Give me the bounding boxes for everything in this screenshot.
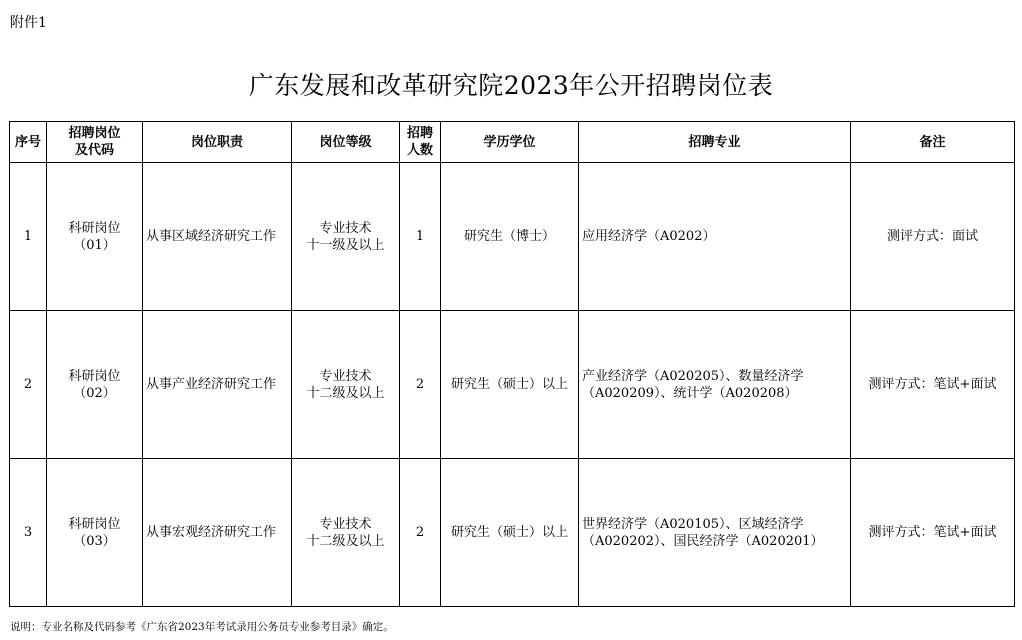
table-row	[10, 459, 1015, 607]
cell-major: 世界经济学（A020105）、区域经济学（A020202）、国民经济学（A020201）	[579, 459, 851, 607]
cell-major: 产业经济学（A020205）、数量经济学（A020209）、统计学（A020208）	[579, 311, 851, 459]
cell-remark: 测评方式：面试	[851, 163, 1015, 311]
position-name: 科研岗位	[68, 516, 121, 532]
header-index: 序号	[10, 122, 47, 163]
recruitment-table	[9, 121, 1015, 607]
cell-duty: 从事区域经济研究工作	[143, 163, 292, 311]
header-duty: 岗位职责	[143, 122, 292, 163]
position-name: 科研岗位	[68, 368, 121, 384]
header-major: 招聘专业	[579, 122, 851, 163]
level-line1: 专业技术	[319, 368, 372, 384]
header-position-line2: 及代码	[74, 143, 114, 158]
cell-position	[47, 311, 143, 459]
cell-education: 研究生（硕士）以上	[441, 459, 579, 607]
header-remark: 备注	[851, 122, 1015, 163]
cell-index: 3	[10, 459, 47, 607]
level-line1: 专业技术	[319, 516, 372, 532]
cell-education: 研究生（博士）	[441, 163, 579, 311]
cell-level	[292, 459, 400, 607]
table-header-row	[10, 122, 1015, 163]
cell-position	[47, 163, 143, 311]
cell-index: 2	[10, 311, 47, 459]
position-code: （01）	[73, 237, 116, 253]
footnote: 说明：专业名称及代码参考《广东省2023年考试录用公务员专业参考目录》确定。	[10, 621, 394, 633]
cell-count: 2	[400, 311, 441, 459]
header-count-line1: 招聘	[406, 126, 433, 141]
cell-level	[292, 311, 400, 459]
page-title: 广东发展和改革研究院2023年公开招聘岗位表	[248, 71, 774, 100]
header-position-line1: 招聘岗位	[68, 126, 121, 141]
position-code: （03）	[73, 533, 116, 549]
level-line2: 十一级及以上	[306, 237, 385, 253]
level-line2: 十二级及以上	[306, 533, 385, 549]
attachment-label: 附件1	[10, 15, 47, 31]
header-position	[47, 122, 143, 163]
header-education: 学历学位	[441, 122, 579, 163]
cell-education: 研究生（硕士）以上	[441, 311, 579, 459]
cell-level	[292, 163, 400, 311]
cell-count: 2	[400, 459, 441, 607]
position-name: 科研岗位	[68, 220, 121, 236]
cell-major: 应用经济学（A0202）	[579, 163, 851, 311]
cell-duty: 从事产业经济研究工作	[143, 311, 292, 459]
header-count-line2: 人数	[406, 143, 433, 158]
cell-remark: 测评方式：笔试+面试	[851, 459, 1015, 607]
level-line2: 十二级及以上	[306, 385, 385, 401]
level-line1: 专业技术	[319, 220, 372, 236]
cell-count: 1	[400, 163, 441, 311]
cell-index: 1	[10, 163, 47, 311]
header-level: 岗位等级	[292, 122, 400, 163]
position-code: （02）	[73, 385, 116, 401]
header-count	[400, 122, 441, 163]
cell-remark: 测评方式：笔试+面试	[851, 311, 1015, 459]
cell-duty: 从事宏观经济研究工作	[143, 459, 292, 607]
table-row	[10, 311, 1015, 459]
table-row	[10, 163, 1015, 311]
cell-position	[47, 459, 143, 607]
